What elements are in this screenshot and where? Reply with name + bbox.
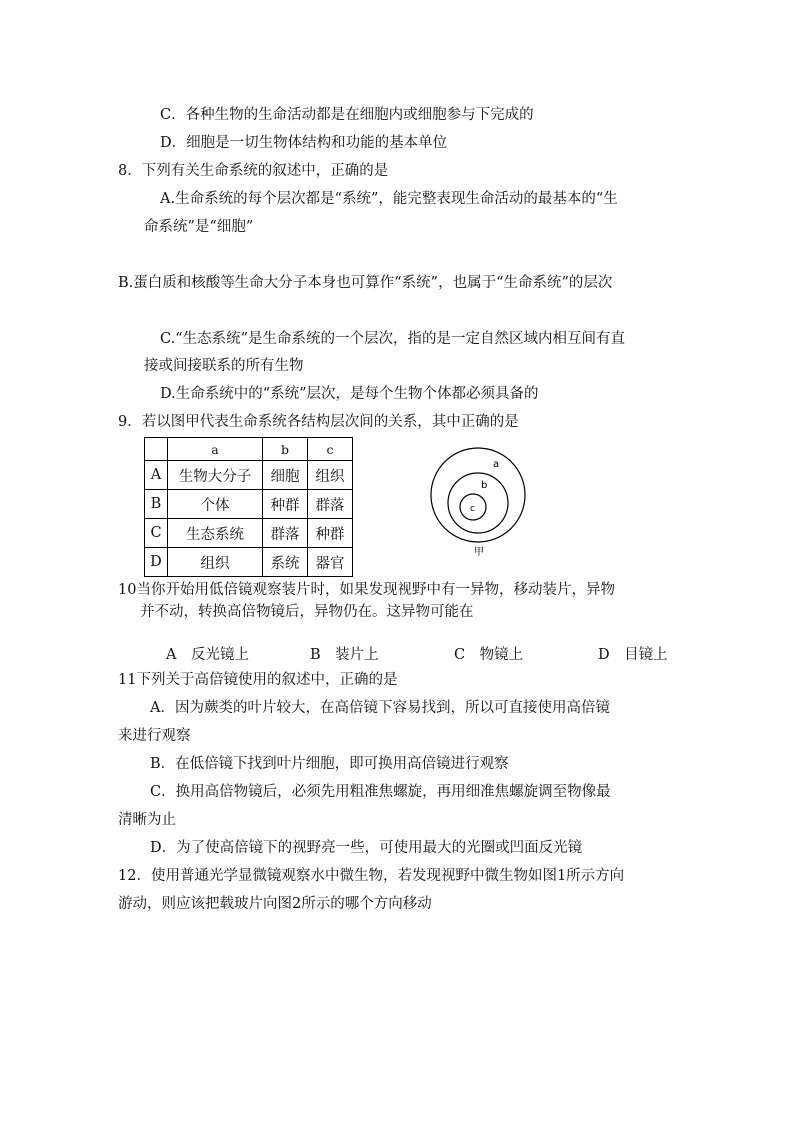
q7-option-c: C．各种生物的生命活动都是在细胞内或细胞参与下完成的 [160, 107, 534, 123]
table-row [145, 519, 353, 548]
table-cell: D [145, 548, 168, 577]
q11-option-c-line1: C．换用高倍物镜后，必须先用粗准焦螺旋，再用细准焦螺旋调至物像最 [150, 784, 611, 800]
q11-option-b: B．在低倍镜下找到叶片细胞，即可换用高倍镜进行观察 [150, 756, 509, 772]
q9-stem: 9．若以图甲代表生命系统各结构层次间的关系，其中正确的是 [118, 414, 519, 430]
q8-option-a-line1: A.生命系统的每个层次都是“系统”，能完整表现生命活动的最基本的“生 [160, 191, 618, 207]
table-cell: B [145, 490, 168, 519]
table-cell: 系统 [263, 548, 308, 577]
middle-label: b [481, 480, 488, 491]
inner-label: c [470, 504, 475, 514]
q8-option-c-line2: 接或间接联系的所有生物 [144, 358, 304, 374]
q8-option-a-line2: 命系统”是“细胞” [144, 219, 254, 235]
q8-option-c-line1: C.“生态系统”是生命系统的一个层次，指的是一定自然区域内相互间有直 [160, 331, 626, 347]
q11-stem: 11下列关于高倍镜使用的叙述中，正确的是 [118, 672, 398, 688]
q10-option-d: D 目镜上 [598, 647, 668, 663]
q11-option-a-line2: 来进行观察 [118, 728, 191, 744]
q8-option-d: D.生命系统中的“系统”层次，是每个生物个体都必须具备的 [160, 386, 539, 402]
diagram-caption: 甲 [474, 547, 484, 558]
table-cell: 细胞 [263, 461, 308, 490]
q7-option-d: D．细胞是一切生物体结构和功能的基本单位 [160, 135, 448, 151]
table-header-cell: b [263, 438, 308, 461]
q8-stem: 8．下列有关生命系统的叙述中，正确的是 [118, 163, 389, 179]
q12-stem-line1: 12．使用普通光学显微镜观察水中微生物，若发现视野中微生物如图1所示方向 [118, 868, 625, 884]
table-header-cell: c [308, 438, 353, 461]
table-cell: 种群 [308, 519, 353, 548]
table-header-cell [145, 438, 168, 461]
table-cell: 群落 [308, 490, 353, 519]
table-cell: 种群 [263, 490, 308, 519]
q11-option-d: D．为了使高倍镜下的视野亮一些，可使用最大的光圈或凹面反光镜 [150, 840, 583, 856]
q12-stem-line2: 游动，则应该把载玻片向图2所示的哪个方向移动 [118, 896, 432, 912]
q10-option-c: C 物镜上 [454, 647, 524, 663]
table-row [145, 548, 353, 577]
q10-option-b: B 装片上 [310, 647, 379, 663]
table-row [145, 461, 353, 490]
q10-option-a: A 反光镜上 [166, 647, 249, 663]
q10-stem-line2: 并不动，转换高倍物镜后，异物仍在。这异物可能在 [140, 604, 474, 620]
q9-diagram-jia [428, 443, 532, 561]
q11-option-c-line2: 清晰为止 [118, 812, 176, 828]
q8-option-b: B.蛋白质和核酸等生命大分子本身也可算作“系统”，也属于“生命系统”的层次 [118, 275, 613, 291]
table-header-cell: a [168, 438, 263, 461]
table-cell: 群落 [263, 519, 308, 548]
q11-option-a-line1: A．因为蕨类的叶片较大，在高倍镜下容易找到，所以可直接使用高倍镜 [150, 700, 610, 716]
table-cell: A [145, 461, 168, 490]
table-cell: 个体 [168, 490, 263, 519]
table-cell: 生态系统 [168, 519, 263, 548]
table-cell: 器官 [308, 548, 353, 577]
table-cell: C [145, 519, 168, 548]
table-row [145, 490, 353, 519]
table-cell: 组织 [168, 548, 263, 577]
middle-circle-b [448, 473, 508, 533]
outer-label: a [493, 459, 500, 470]
table-header-row [145, 438, 353, 461]
table-cell: 生物大分子 [168, 461, 263, 490]
q9-table [144, 437, 353, 577]
q10-stem-line1: 10当你开始用低倍镜观察装片时，如果发现视野中有一异物，移动装片，异物 [118, 582, 615, 598]
table-cell: 组织 [308, 461, 353, 490]
